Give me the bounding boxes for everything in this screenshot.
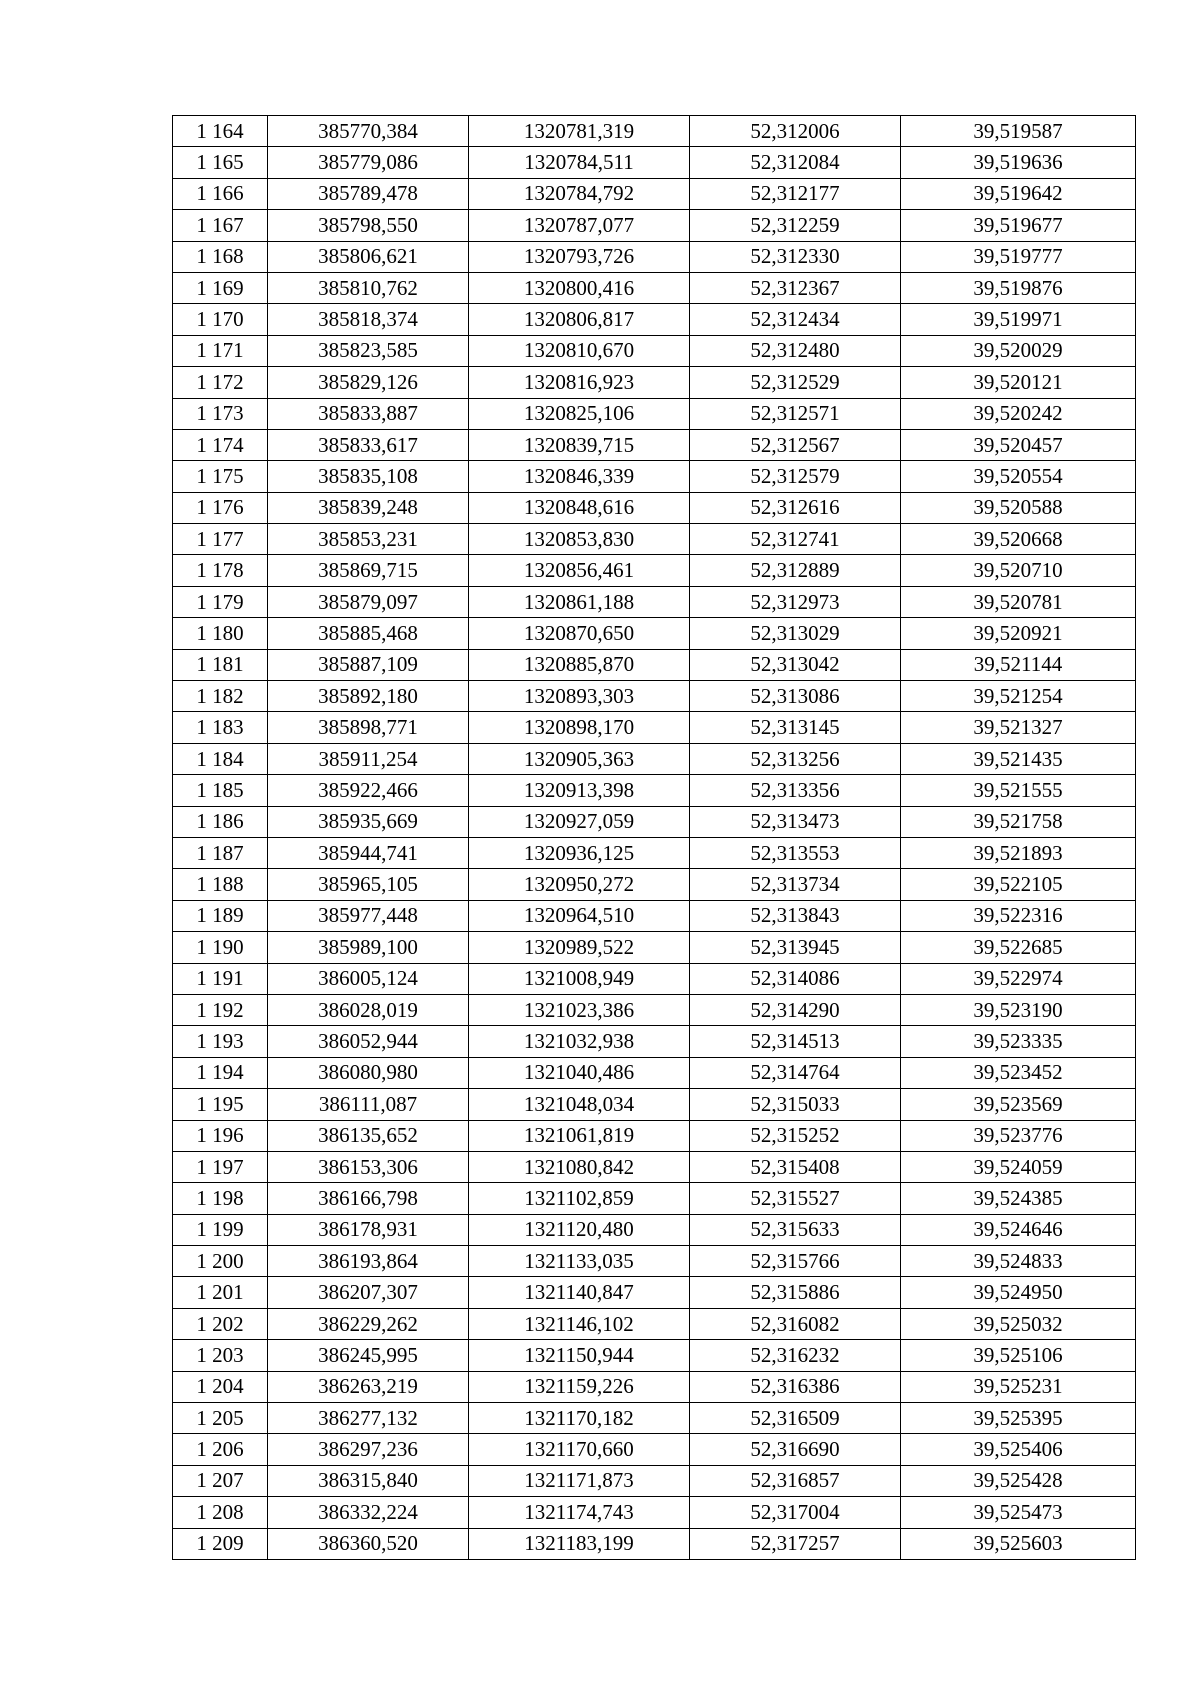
latitude-cell: 52,316386 — [690, 1371, 901, 1402]
point-number-cell: 1 191 — [173, 963, 268, 994]
point-number-cell: 1 183 — [173, 712, 268, 743]
point-number-cell: 1 195 — [173, 1089, 268, 1120]
y-coordinate-cell: 1321170,660 — [469, 1434, 690, 1465]
point-number-cell: 1 190 — [173, 932, 268, 963]
y-coordinate-cell: 1320964,510 — [469, 900, 690, 931]
latitude-cell: 52,315252 — [690, 1120, 901, 1151]
y-coordinate-cell: 1321174,743 — [469, 1497, 690, 1528]
point-number-cell: 1 171 — [173, 335, 268, 366]
coordinates-table-body — [173, 116, 1136, 1560]
y-coordinate-cell: 1321159,226 — [469, 1371, 690, 1402]
table-row — [173, 398, 1136, 429]
longitude-cell: 39,523569 — [901, 1089, 1136, 1120]
longitude-cell: 39,520029 — [901, 335, 1136, 366]
latitude-cell: 52,312741 — [690, 524, 901, 555]
table-row — [173, 1183, 1136, 1214]
table-row — [173, 367, 1136, 398]
latitude-cell: 52,312006 — [690, 116, 901, 147]
table-row — [173, 712, 1136, 743]
y-coordinate-cell: 1320989,522 — [469, 932, 690, 963]
longitude-cell: 39,524950 — [901, 1277, 1136, 1308]
point-number-cell: 1 175 — [173, 461, 268, 492]
latitude-cell: 52,313473 — [690, 806, 901, 837]
table-row — [173, 1371, 1136, 1402]
longitude-cell: 39,520242 — [901, 398, 1136, 429]
longitude-cell: 39,523335 — [901, 1026, 1136, 1057]
latitude-cell: 52,312330 — [690, 241, 901, 272]
longitude-cell: 39,524833 — [901, 1246, 1136, 1277]
table-row — [173, 555, 1136, 586]
point-number-cell: 1 165 — [173, 147, 268, 178]
x-coordinate-cell: 385898,771 — [268, 712, 469, 743]
y-coordinate-cell: 1321032,938 — [469, 1026, 690, 1057]
point-number-cell: 1 177 — [173, 524, 268, 555]
table-row — [173, 586, 1136, 617]
table-row — [173, 618, 1136, 649]
x-coordinate-cell: 385892,180 — [268, 681, 469, 712]
latitude-cell: 52,316509 — [690, 1403, 901, 1434]
point-number-cell: 1 186 — [173, 806, 268, 837]
latitude-cell: 52,312084 — [690, 147, 901, 178]
latitude-cell: 52,315886 — [690, 1277, 901, 1308]
longitude-cell: 39,521758 — [901, 806, 1136, 837]
table-row — [173, 900, 1136, 931]
latitude-cell: 52,314290 — [690, 994, 901, 1025]
x-coordinate-cell: 385935,669 — [268, 806, 469, 837]
x-coordinate-cell: 386245,995 — [268, 1340, 469, 1371]
latitude-cell: 52,313945 — [690, 932, 901, 963]
y-coordinate-cell: 1321080,842 — [469, 1151, 690, 1182]
point-number-cell: 1 206 — [173, 1434, 268, 1465]
point-number-cell: 1 179 — [173, 586, 268, 617]
latitude-cell: 52,312889 — [690, 555, 901, 586]
latitude-cell: 52,315766 — [690, 1246, 901, 1277]
point-number-cell: 1 208 — [173, 1497, 268, 1528]
table-row — [173, 210, 1136, 241]
table-row — [173, 649, 1136, 680]
x-coordinate-cell: 385823,585 — [268, 335, 469, 366]
latitude-cell: 52,312616 — [690, 492, 901, 523]
longitude-cell: 39,523452 — [901, 1057, 1136, 1088]
x-coordinate-cell: 386052,944 — [268, 1026, 469, 1057]
table-row — [173, 461, 1136, 492]
x-coordinate-cell: 385885,468 — [268, 618, 469, 649]
y-coordinate-cell: 1320793,726 — [469, 241, 690, 272]
y-coordinate-cell: 1320936,125 — [469, 837, 690, 868]
latitude-cell: 52,313553 — [690, 837, 901, 868]
x-coordinate-cell: 386297,236 — [268, 1434, 469, 1465]
point-number-cell: 1 204 — [173, 1371, 268, 1402]
point-number-cell: 1 194 — [173, 1057, 268, 1088]
latitude-cell: 52,313843 — [690, 900, 901, 931]
table-row — [173, 743, 1136, 774]
latitude-cell: 52,312567 — [690, 429, 901, 460]
x-coordinate-cell: 386080,980 — [268, 1057, 469, 1088]
x-coordinate-cell: 386111,087 — [268, 1089, 469, 1120]
latitude-cell: 52,312973 — [690, 586, 901, 617]
y-coordinate-cell: 1321146,102 — [469, 1308, 690, 1339]
x-coordinate-cell: 386005,124 — [268, 963, 469, 994]
point-number-cell: 1 174 — [173, 429, 268, 460]
y-coordinate-cell: 1320898,170 — [469, 712, 690, 743]
table-row — [173, 681, 1136, 712]
y-coordinate-cell: 1321170,182 — [469, 1403, 690, 1434]
longitude-cell: 39,520588 — [901, 492, 1136, 523]
longitude-cell: 39,525473 — [901, 1497, 1136, 1528]
table-row — [173, 837, 1136, 868]
latitude-cell: 52,313145 — [690, 712, 901, 743]
longitude-cell: 39,520710 — [901, 555, 1136, 586]
longitude-cell: 39,520781 — [901, 586, 1136, 617]
x-coordinate-cell: 385887,109 — [268, 649, 469, 680]
longitude-cell: 39,525406 — [901, 1434, 1136, 1465]
longitude-cell: 39,519636 — [901, 147, 1136, 178]
x-coordinate-cell: 386332,224 — [268, 1497, 469, 1528]
latitude-cell: 52,315527 — [690, 1183, 901, 1214]
table-row — [173, 1308, 1136, 1339]
table-row — [173, 963, 1136, 994]
point-number-cell: 1 167 — [173, 210, 268, 241]
y-coordinate-cell: 1320787,077 — [469, 210, 690, 241]
table-row — [173, 304, 1136, 335]
point-number-cell: 1 172 — [173, 367, 268, 398]
longitude-cell: 39,519677 — [901, 210, 1136, 241]
y-coordinate-cell: 1321102,859 — [469, 1183, 690, 1214]
longitude-cell: 39,522685 — [901, 932, 1136, 963]
x-coordinate-cell: 386193,864 — [268, 1246, 469, 1277]
y-coordinate-cell: 1321183,199 — [469, 1528, 690, 1559]
table-row — [173, 178, 1136, 209]
point-number-cell: 1 192 — [173, 994, 268, 1025]
point-number-cell: 1 180 — [173, 618, 268, 649]
longitude-cell: 39,521254 — [901, 681, 1136, 712]
point-number-cell: 1 166 — [173, 178, 268, 209]
point-number-cell: 1 188 — [173, 869, 268, 900]
x-coordinate-cell: 386315,840 — [268, 1465, 469, 1496]
table-row — [173, 1434, 1136, 1465]
latitude-cell: 52,312579 — [690, 461, 901, 492]
x-coordinate-cell: 385818,374 — [268, 304, 469, 335]
longitude-cell: 39,523190 — [901, 994, 1136, 1025]
longitude-cell: 39,521435 — [901, 743, 1136, 774]
x-coordinate-cell: 385879,097 — [268, 586, 469, 617]
x-coordinate-cell: 385798,550 — [268, 210, 469, 241]
y-coordinate-cell: 1320853,830 — [469, 524, 690, 555]
y-coordinate-cell: 1321140,847 — [469, 1277, 690, 1308]
y-coordinate-cell: 1320913,398 — [469, 775, 690, 806]
table-row — [173, 1214, 1136, 1245]
y-coordinate-cell: 1321150,944 — [469, 1340, 690, 1371]
latitude-cell: 52,313029 — [690, 618, 901, 649]
y-coordinate-cell: 1320893,303 — [469, 681, 690, 712]
x-coordinate-cell: 386153,306 — [268, 1151, 469, 1182]
table-row — [173, 1340, 1136, 1371]
table-row — [173, 806, 1136, 837]
point-number-cell: 1 203 — [173, 1340, 268, 1371]
longitude-cell: 39,524385 — [901, 1183, 1136, 1214]
longitude-cell: 39,525603 — [901, 1528, 1136, 1559]
longitude-cell: 39,525395 — [901, 1403, 1136, 1434]
longitude-cell: 39,520668 — [901, 524, 1136, 555]
table-row — [173, 869, 1136, 900]
table-row — [173, 524, 1136, 555]
table-row — [173, 1057, 1136, 1088]
table-row — [173, 1026, 1136, 1057]
table-row — [173, 272, 1136, 303]
point-number-cell: 1 164 — [173, 116, 268, 147]
y-coordinate-cell: 1320870,650 — [469, 618, 690, 649]
point-number-cell: 1 181 — [173, 649, 268, 680]
point-number-cell: 1 205 — [173, 1403, 268, 1434]
table-row — [173, 241, 1136, 272]
longitude-cell: 39,520121 — [901, 367, 1136, 398]
longitude-cell: 39,524646 — [901, 1214, 1136, 1245]
y-coordinate-cell: 1320784,792 — [469, 178, 690, 209]
x-coordinate-cell: 385911,254 — [268, 743, 469, 774]
y-coordinate-cell: 1320846,339 — [469, 461, 690, 492]
y-coordinate-cell: 1320905,363 — [469, 743, 690, 774]
latitude-cell: 52,317004 — [690, 1497, 901, 1528]
longitude-cell: 39,523776 — [901, 1120, 1136, 1151]
y-coordinate-cell: 1321048,034 — [469, 1089, 690, 1120]
latitude-cell: 52,314086 — [690, 963, 901, 994]
x-coordinate-cell: 385833,617 — [268, 429, 469, 460]
point-number-cell: 1 193 — [173, 1026, 268, 1057]
y-coordinate-cell: 1320810,670 — [469, 335, 690, 366]
latitude-cell: 52,313256 — [690, 743, 901, 774]
x-coordinate-cell: 385833,887 — [268, 398, 469, 429]
longitude-cell: 39,519876 — [901, 272, 1136, 303]
x-coordinate-cell: 385989,100 — [268, 932, 469, 963]
y-coordinate-cell: 1320950,272 — [469, 869, 690, 900]
x-coordinate-cell: 385829,126 — [268, 367, 469, 398]
y-coordinate-cell: 1320784,511 — [469, 147, 690, 178]
latitude-cell: 52,313356 — [690, 775, 901, 806]
point-number-cell: 1 196 — [173, 1120, 268, 1151]
x-coordinate-cell: 386178,931 — [268, 1214, 469, 1245]
longitude-cell: 39,522316 — [901, 900, 1136, 931]
longitude-cell: 39,522974 — [901, 963, 1136, 994]
y-coordinate-cell: 1320856,461 — [469, 555, 690, 586]
x-coordinate-cell: 385779,086 — [268, 147, 469, 178]
point-number-cell: 1 178 — [173, 555, 268, 586]
x-coordinate-cell: 386360,520 — [268, 1528, 469, 1559]
y-coordinate-cell: 1320861,188 — [469, 586, 690, 617]
longitude-cell: 39,519642 — [901, 178, 1136, 209]
x-coordinate-cell: 386135,652 — [268, 1120, 469, 1151]
latitude-cell: 52,313086 — [690, 681, 901, 712]
table-row — [173, 932, 1136, 963]
x-coordinate-cell: 386263,219 — [268, 1371, 469, 1402]
table-row — [173, 1120, 1136, 1151]
latitude-cell: 52,315633 — [690, 1214, 901, 1245]
y-coordinate-cell: 1321133,035 — [469, 1246, 690, 1277]
x-coordinate-cell: 385810,762 — [268, 272, 469, 303]
latitude-cell: 52,316232 — [690, 1340, 901, 1371]
latitude-cell: 52,316082 — [690, 1308, 901, 1339]
x-coordinate-cell: 385839,248 — [268, 492, 469, 523]
coordinates-table — [172, 115, 1136, 1560]
table-row — [173, 1497, 1136, 1528]
latitude-cell: 52,313042 — [690, 649, 901, 680]
point-number-cell: 1 189 — [173, 900, 268, 931]
x-coordinate-cell: 386229,262 — [268, 1308, 469, 1339]
y-coordinate-cell: 1320848,616 — [469, 492, 690, 523]
point-number-cell: 1 185 — [173, 775, 268, 806]
y-coordinate-cell: 1320800,416 — [469, 272, 690, 303]
point-number-cell: 1 197 — [173, 1151, 268, 1182]
longitude-cell: 39,521144 — [901, 649, 1136, 680]
table-row — [173, 1246, 1136, 1277]
x-coordinate-cell: 386166,798 — [268, 1183, 469, 1214]
table-row — [173, 147, 1136, 178]
x-coordinate-cell: 385944,741 — [268, 837, 469, 868]
x-coordinate-cell: 386028,019 — [268, 994, 469, 1025]
table-row — [173, 429, 1136, 460]
x-coordinate-cell: 385869,715 — [268, 555, 469, 586]
table-row — [173, 492, 1136, 523]
table-row — [173, 335, 1136, 366]
table-row — [173, 994, 1136, 1025]
table-row — [173, 116, 1136, 147]
y-coordinate-cell: 1320825,106 — [469, 398, 690, 429]
x-coordinate-cell: 385789,478 — [268, 178, 469, 209]
table-row — [173, 1089, 1136, 1120]
longitude-cell: 39,525428 — [901, 1465, 1136, 1496]
y-coordinate-cell: 1321061,819 — [469, 1120, 690, 1151]
longitude-cell: 39,520457 — [901, 429, 1136, 460]
x-coordinate-cell: 385770,384 — [268, 116, 469, 147]
longitude-cell: 39,524059 — [901, 1151, 1136, 1182]
x-coordinate-cell: 386277,132 — [268, 1403, 469, 1434]
y-coordinate-cell: 1320816,923 — [469, 367, 690, 398]
y-coordinate-cell: 1320806,817 — [469, 304, 690, 335]
longitude-cell: 39,521327 — [901, 712, 1136, 743]
longitude-cell: 39,520921 — [901, 618, 1136, 649]
y-coordinate-cell: 1320781,319 — [469, 116, 690, 147]
x-coordinate-cell: 385965,105 — [268, 869, 469, 900]
x-coordinate-cell: 385977,448 — [268, 900, 469, 931]
latitude-cell: 52,312367 — [690, 272, 901, 303]
x-coordinate-cell: 385806,621 — [268, 241, 469, 272]
latitude-cell: 52,314513 — [690, 1026, 901, 1057]
y-coordinate-cell: 1321008,949 — [469, 963, 690, 994]
latitude-cell: 52,312480 — [690, 335, 901, 366]
longitude-cell: 39,525032 — [901, 1308, 1136, 1339]
y-coordinate-cell: 1321023,386 — [469, 994, 690, 1025]
point-number-cell: 1 201 — [173, 1277, 268, 1308]
longitude-cell: 39,525231 — [901, 1371, 1136, 1402]
latitude-cell: 52,312177 — [690, 178, 901, 209]
longitude-cell: 39,522105 — [901, 869, 1136, 900]
y-coordinate-cell: 1321120,480 — [469, 1214, 690, 1245]
x-coordinate-cell: 385853,231 — [268, 524, 469, 555]
latitude-cell: 52,315033 — [690, 1089, 901, 1120]
table-row — [173, 1151, 1136, 1182]
latitude-cell: 52,313734 — [690, 869, 901, 900]
point-number-cell: 1 200 — [173, 1246, 268, 1277]
point-number-cell: 1 182 — [173, 681, 268, 712]
longitude-cell: 39,525106 — [901, 1340, 1136, 1371]
latitude-cell: 52,315408 — [690, 1151, 901, 1182]
longitude-cell: 39,519777 — [901, 241, 1136, 272]
longitude-cell: 39,521555 — [901, 775, 1136, 806]
latitude-cell: 52,316690 — [690, 1434, 901, 1465]
longitude-cell: 39,519971 — [901, 304, 1136, 335]
table-row — [173, 1277, 1136, 1308]
table-row — [173, 1528, 1136, 1559]
latitude-cell: 52,316857 — [690, 1465, 901, 1496]
point-number-cell: 1 169 — [173, 272, 268, 303]
point-number-cell: 1 207 — [173, 1465, 268, 1496]
latitude-cell: 52,314764 — [690, 1057, 901, 1088]
point-number-cell: 1 198 — [173, 1183, 268, 1214]
y-coordinate-cell: 1320885,870 — [469, 649, 690, 680]
point-number-cell: 1 176 — [173, 492, 268, 523]
point-number-cell: 1 199 — [173, 1214, 268, 1245]
y-coordinate-cell: 1320927,059 — [469, 806, 690, 837]
point-number-cell: 1 187 — [173, 837, 268, 868]
x-coordinate-cell: 385922,466 — [268, 775, 469, 806]
latitude-cell: 52,312571 — [690, 398, 901, 429]
latitude-cell: 52,317257 — [690, 1528, 901, 1559]
table-row — [173, 775, 1136, 806]
y-coordinate-cell: 1320839,715 — [469, 429, 690, 460]
point-number-cell: 1 202 — [173, 1308, 268, 1339]
longitude-cell: 39,520554 — [901, 461, 1136, 492]
point-number-cell: 1 184 — [173, 743, 268, 774]
longitude-cell: 39,519587 — [901, 116, 1136, 147]
latitude-cell: 52,312434 — [690, 304, 901, 335]
point-number-cell: 1 168 — [173, 241, 268, 272]
longitude-cell: 39,521893 — [901, 837, 1136, 868]
table-row — [173, 1465, 1136, 1496]
latitude-cell: 52,312259 — [690, 210, 901, 241]
x-coordinate-cell: 385835,108 — [268, 461, 469, 492]
latitude-cell: 52,312529 — [690, 367, 901, 398]
point-number-cell: 1 209 — [173, 1528, 268, 1559]
x-coordinate-cell: 386207,307 — [268, 1277, 469, 1308]
point-number-cell: 1 173 — [173, 398, 268, 429]
y-coordinate-cell: 1321171,873 — [469, 1465, 690, 1496]
y-coordinate-cell: 1321040,486 — [469, 1057, 690, 1088]
table-row — [173, 1403, 1136, 1434]
point-number-cell: 1 170 — [173, 304, 268, 335]
